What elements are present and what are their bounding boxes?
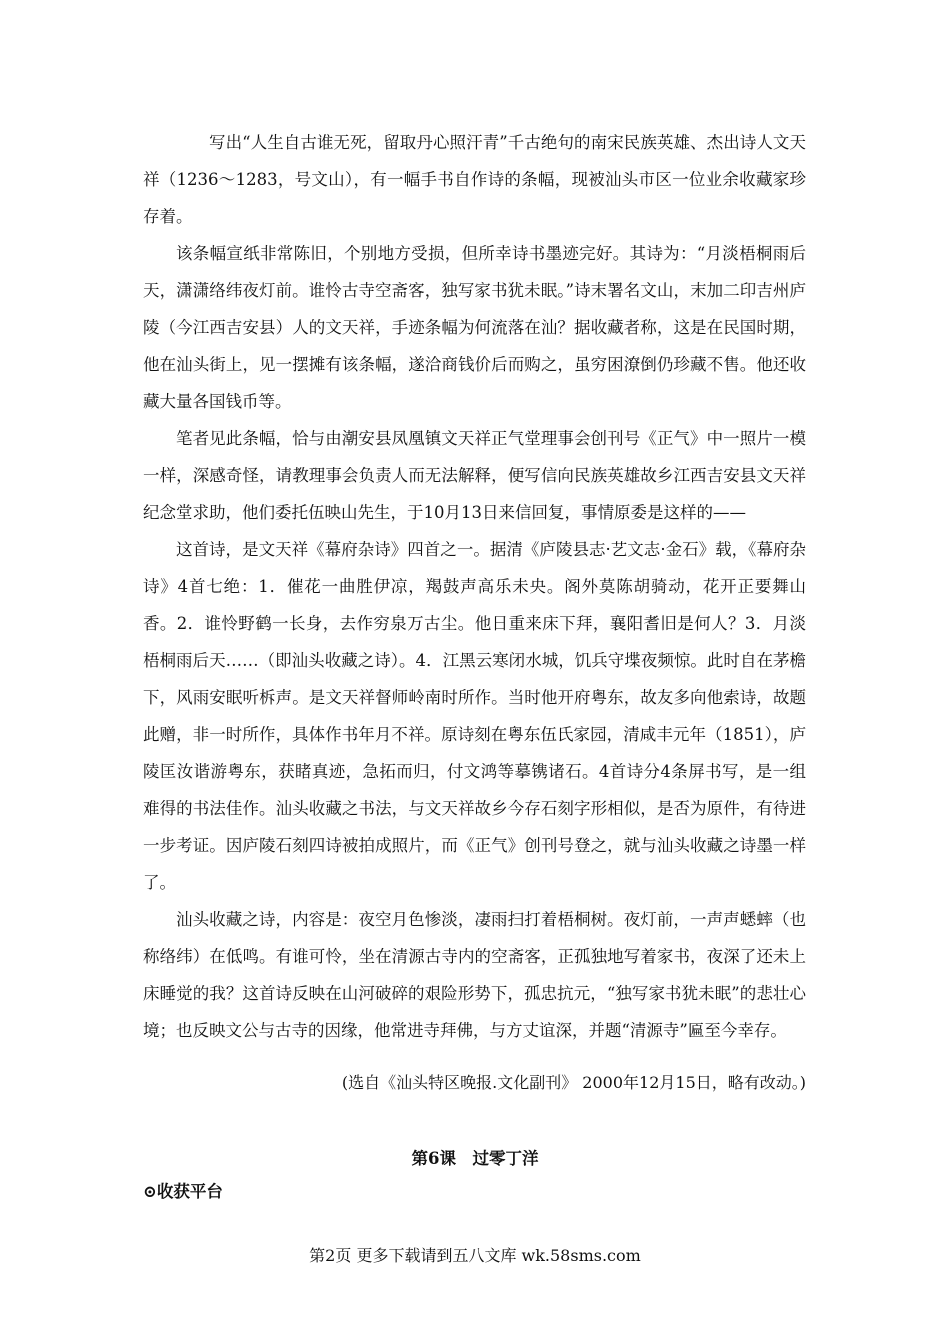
article-body — [143, 124, 806, 1049]
paragraph-scroll-description: 该条幅宣纸非常陈旧，个别地方受损，但所幸诗书墨迹完好。其诗为：“月淡梧桐雨后天，潇潇络纬夜灯前。谁怜古寺空斋客，独写家书犹未眠。”诗末署名文山，末加二印吉州庐陵（今江西吉安县）人的文天祥，手迹条幅为何流落在汕？据收藏者称，这是在民国时期，他在汕头街上，见一摆摊有该条幅，遂洽商钱价后而购之，虽穷困潦倒仍珍藏不售。他还收藏大量各国钱币等。 — [143, 244, 806, 411]
page-footer: 第2页 更多下载请到五八文库 wk.58sms.com — [309, 1246, 641, 1265]
paragraph-poem-origin: 这首诗，是文天祥《幕府杂诗》四首之一。据清《庐陵县志·艺文志·金石》载，《幕府杂诗》4首七绝：1．催花一曲胜伊凉，羯鼓声高乐未央。阁外莫陈胡骑动，花开正要舞山香。2．谁怜野鹤一长身，去作穷泉万古尘。他日重来床下拜，襄阳耆旧是何人？3．月淡梧桐雨后天……（即汕头收藏之诗）。4．江黑云寒闭水城，饥兵守堞夜频惊。此时自在茅檐下，风雨安眠听柝声。是文天祥督师岭南时所作。当时他开府粤东，故友多向他索诗，故题此赠，非一时所作，具体作书年月不祥。原诗刻在粤东伍氏家园，清咸丰元年（1851），庐陵匡汝谐游粤东，获睹真迹，急拓而归，付文鸿等摹镌诸石。4首诗分4条屏书写，是一组难得的书法佳作。汕头收藏之书法，与文天祥故乡今存石刻字形相似，是否为原件，有待进一步考证。因庐陵石刻四诗被拍成照片，而《正气》创刊号登之，就与汕头收藏之诗墨一样了。 — [143, 540, 806, 892]
lesson-title: 第6课 过零丁洋 — [411, 1149, 539, 1168]
section-heading: ⊙收获平台 — [143, 1182, 223, 1201]
paragraph-poem-meaning: 汕头收藏之诗，内容是：夜空月色惨淡，凄雨扫打着梧桐树。夜灯前，一声声蟋蟀（也称络纬）在低鸣。有谁可怜，坐在清源古寺内的空斋客，正孤独地写着家书，夜深了还未上床睡觉的我？这首诗反映在山河破碎的艰险形势下，孤忠抗元，“独写家书犹未眠”的悲壮心境；也反映文公与古寺的因缘，他常进寺拜佛，与方丈谊深，并题“清源寺”匾至今幸存。 — [143, 910, 806, 1040]
paragraph-inquiry: 笔者见此条幅，恰与由潮安县凤凰镇文天祥正气堂理事会创刊号《正气》中一照片一模一样，深感奇怪，请教理事会负责人而无法解释，便写信向民族英雄故乡江西吉安县文天祥纪念堂求助，他们委托伍映山先生，于10月13日来信回复，事情原委是这样的—— — [143, 429, 806, 522]
paragraph-intro: 写出“人生自古谁无死，留取丹心照汗青”千古绝句的南宋民族英雄、杰出诗人文天祥（1236～1283，号文山），有一幅手书自作诗的条幅，现被汕头市区一位业余收藏家珍存着。 — [143, 133, 806, 226]
source-citation: (选自《汕头特区晚报.文化副刊》 2000年12月15日，略有改动。) — [341, 1073, 806, 1092]
